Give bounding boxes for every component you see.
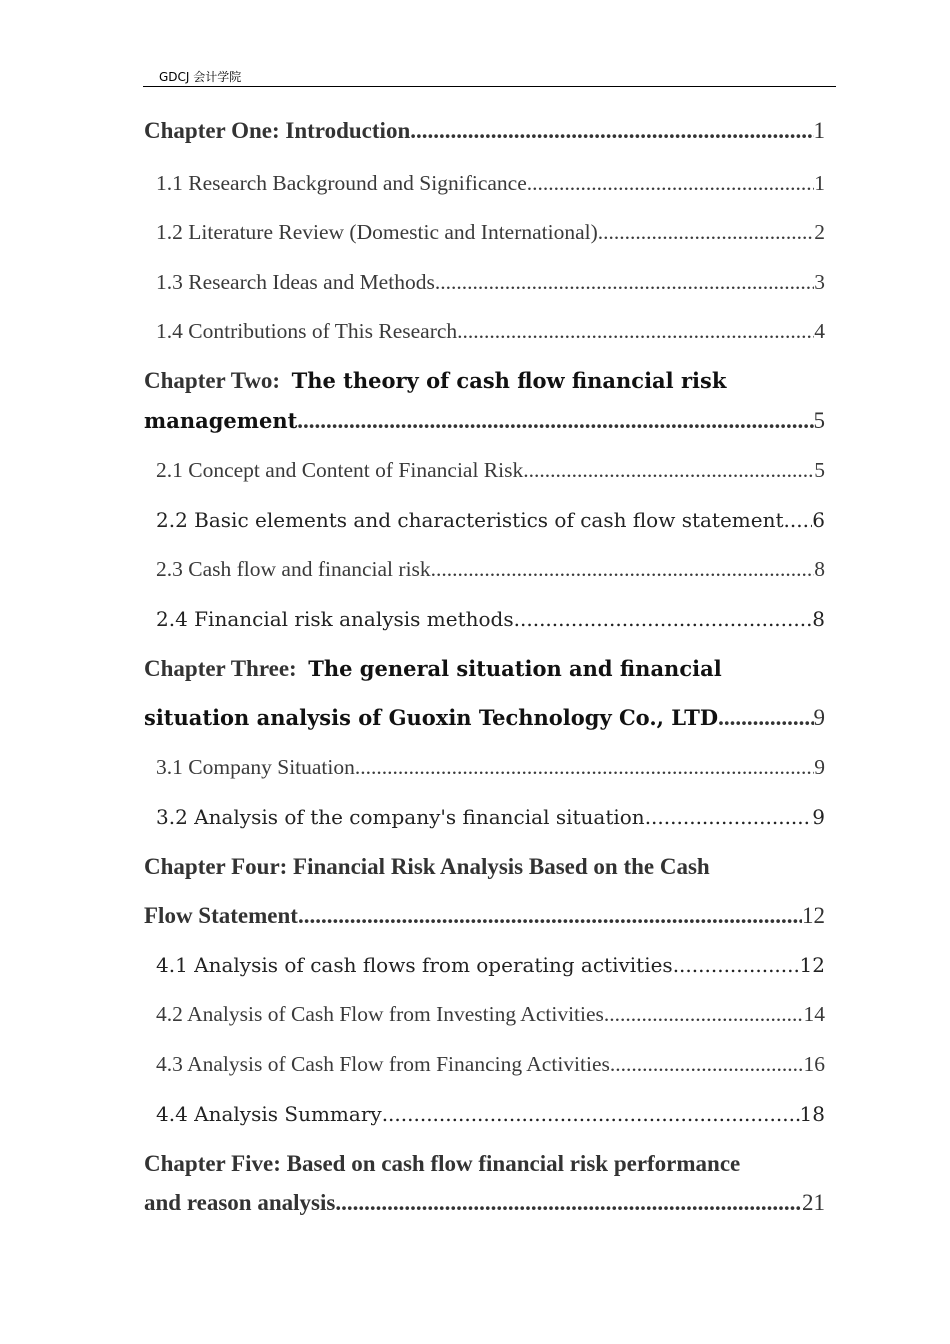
toc-entry-title: 1.2 Literature Review (Domestic and International) — [156, 220, 598, 244]
toc-section-2-1[interactable] — [144, 458, 825, 486]
toc-chapter-1[interactable] — [144, 118, 825, 146]
toc-page-number: 4 — [814, 319, 825, 343]
toc-page-number: 5 — [813, 408, 825, 433]
toc-section-4-3[interactable] — [144, 1052, 825, 1080]
dot-leader — [645, 805, 813, 829]
toc-section-4-1[interactable] — [144, 953, 825, 981]
toc-chapter-4[interactable] — [144, 903, 825, 931]
toc-entry-title: and reason analysis — [144, 1190, 336, 1215]
chapter-prefix: Chapter Two: — [144, 368, 281, 393]
toc-page-number: 5 — [814, 458, 825, 482]
toc-page-number: 6 — [812, 508, 825, 532]
dot-leader — [784, 508, 813, 532]
page-header — [143, 68, 836, 87]
toc-page-number: 8 — [812, 607, 825, 631]
toc-page-number: 1 — [813, 118, 825, 143]
dot-leader — [673, 953, 800, 977]
toc-page-number: 18 — [799, 1102, 825, 1126]
toc-entry-title: 1.1 Research Background and Significance — [156, 171, 527, 195]
toc-page-number: 9 — [813, 705, 825, 730]
toc-entry-title: 1.4 Contributions of This Research — [156, 319, 458, 343]
toc-page-number: 9 — [814, 755, 825, 779]
toc-entry-title: 4.2 Analysis of Cash Flow from Investing Activities — [156, 1002, 604, 1026]
toc-entry-title: 3.2 Analysis of the company's financial situation — [156, 805, 645, 829]
dot-leader — [718, 705, 813, 731]
toc-section-4-2[interactable] — [144, 1002, 825, 1030]
toc-entry-title: 4.4 Analysis Summary — [156, 1102, 382, 1126]
toc-entry-title: 2.1 Concept and Content of Financial Risk — [156, 458, 524, 482]
toc-entry-title: 1.3 Research Ideas and Methods — [156, 270, 435, 294]
toc-entry-title: 2.2 Basic elements and characteristics of cash flow statement — [156, 508, 784, 532]
toc-entry-title: 4.3 Analysis of Cash Flow from Financing Activities — [156, 1052, 610, 1076]
toc-page-number: 12 — [802, 903, 825, 928]
dot-leader — [604, 1002, 804, 1027]
dot-leader — [527, 171, 815, 196]
dot-leader — [610, 1052, 804, 1077]
dot-leader — [410, 118, 813, 144]
dot-leader — [457, 319, 814, 344]
toc-chapter-3-line1[interactable] — [144, 656, 722, 682]
chapter-title-line1: The theory of cash flow financial risk — [291, 368, 727, 393]
dot-leader — [335, 1190, 802, 1216]
toc-entry-title: Flow Statement — [144, 903, 298, 928]
toc-page-number: 9 — [812, 805, 825, 829]
toc-section-1-1[interactable] — [144, 171, 825, 199]
dot-leader — [431, 557, 815, 582]
toc-chapter-4-line1[interactable] — [144, 854, 710, 880]
toc-section-3-1[interactable] — [144, 755, 825, 783]
toc-chapter-2-line1[interactable] — [144, 368, 726, 394]
toc-entry-title: 4.1 Analysis of cash flows from operating activities — [156, 953, 673, 977]
dot-leader — [523, 458, 814, 483]
toc-page-number: 14 — [803, 1002, 825, 1026]
toc-section-3-2[interactable] — [144, 805, 825, 833]
toc-page-number: 2 — [814, 220, 825, 244]
toc-chapter-2[interactable] — [144, 408, 825, 436]
chapter-prefix: Chapter Three: — [144, 656, 297, 681]
dot-leader — [514, 607, 813, 631]
toc-entry-title: 2.4 Financial risk analysis methods — [156, 607, 514, 631]
chapter-title-line1: Chapter Five: Based on cash flow financial risk performance — [144, 1151, 741, 1176]
toc-section-2-2[interactable] — [144, 508, 825, 536]
toc-entry-title: 3.1 Company Situation — [156, 755, 355, 779]
dot-leader — [297, 408, 813, 434]
toc-page-number: 8 — [814, 557, 825, 581]
dot-leader — [355, 755, 814, 780]
toc-section-2-4[interactable] — [144, 607, 825, 635]
chapter-title-line1: The general situation and financial — [308, 656, 722, 681]
toc-page-number: 16 — [803, 1052, 825, 1076]
toc-section-2-3[interactable] — [144, 557, 825, 585]
dot-leader — [382, 1102, 800, 1126]
chapter-title-line1: Chapter Four: Financial Risk Analysis Based on the Cash — [144, 854, 710, 879]
toc-page-number: 12 — [799, 953, 825, 977]
toc-entry-title: Chapter One: Introduction — [144, 118, 411, 143]
dot-leader — [298, 903, 802, 929]
toc-entry-title: situation analysis of Guoxin Technology Co., LTD — [144, 705, 719, 730]
toc-entry-title: 2.3 Cash flow and financial risk — [156, 557, 431, 581]
dot-leader — [598, 220, 814, 245]
toc-entry-title: management — [144, 408, 298, 433]
toc-section-1-3[interactable] — [144, 270, 825, 298]
toc-section-4-4[interactable] — [144, 1102, 825, 1130]
toc-chapter-5-line1[interactable] — [144, 1151, 740, 1177]
toc-page-number: 3 — [814, 270, 825, 294]
toc-section-1-2[interactable] — [144, 220, 825, 248]
header-text: GDCJ 会计学院 — [159, 70, 242, 84]
toc-page-number: 1 — [814, 171, 825, 195]
toc-page-number: 21 — [802, 1190, 825, 1215]
toc-chapter-3[interactable] — [144, 705, 825, 733]
toc-chapter-5[interactable] — [144, 1190, 825, 1218]
dot-leader — [435, 270, 814, 295]
toc-section-1-4[interactable] — [144, 319, 825, 347]
